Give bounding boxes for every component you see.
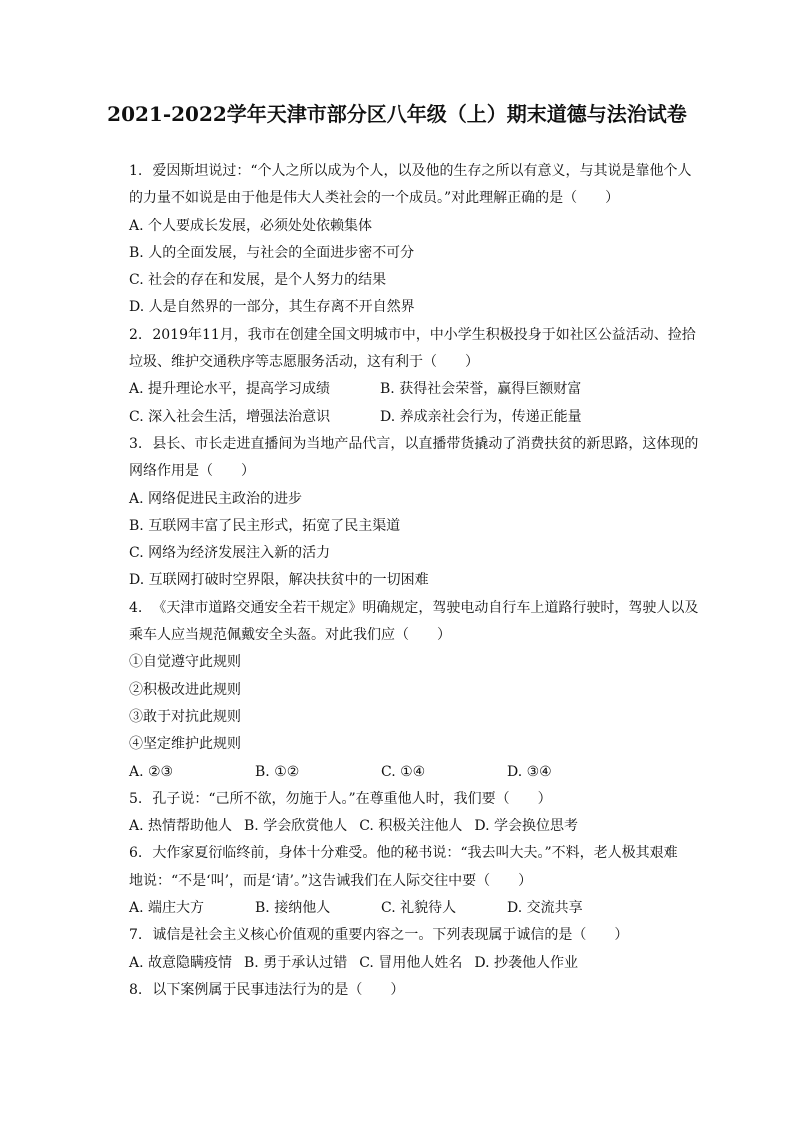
option-a: A. 提升理论水平，提高学习成绩: [129, 381, 331, 398]
question-5: [129, 786, 699, 841]
option-a: A. 故意隐瞒疫情: [129, 954, 233, 971]
option-d: D. 互联网打破时空界限，解决扶贫中的一切困难: [129, 572, 429, 589]
question-stem: 的力量不如说是由于他是伟大人类社会的一个成员。”对此理解正确的是（ ）: [129, 190, 620, 207]
question-list: [129, 158, 699, 1004]
statement-3: ③敢于对抗此规则: [129, 708, 241, 725]
option-d: D. 养成亲社会行为，传递正能量: [380, 408, 582, 425]
question-number: 2.: [129, 326, 143, 343]
question-4: [129, 595, 699, 786]
option-c: C. 网络为经济发展注入新的活力: [129, 545, 331, 562]
question-stem: 地说：“不是‘叫’，而是‘请’。”这告诫我们在人际交往中要（ ）: [129, 872, 533, 889]
option-d: D. ③④: [507, 763, 552, 780]
question-stem: 爱因斯坦说过：“个人之所以成为个人，以及他的生存之所以有意义，与其说是靠他个人: [152, 163, 692, 179]
question-stem: 县长、市长走进直播间为当地产品代言，以直播带货撬动了消费扶贫的新思路，这体现的: [152, 435, 699, 452]
question-2: [129, 322, 699, 431]
option-c: C. 深入社会生活，增强法治意识: [129, 408, 331, 425]
question-stem: 网络作用是（ ）: [129, 463, 255, 480]
option-b: B. 接纳他人: [255, 900, 331, 917]
option-c: C. ①④: [381, 763, 426, 780]
statement-4: ④坚定维护此规则: [129, 736, 241, 753]
question-stem: 垃圾、维护交通秩序等志愿服务活动，这有利于（ ）: [129, 354, 479, 371]
option-b: B. 勇于承认过错: [244, 954, 348, 971]
option-b: B. 学会欣赏他人: [244, 818, 348, 835]
option-a: A. 端庄大方: [129, 900, 205, 917]
question-8: [129, 977, 699, 1004]
statement-2: ②积极改进此规则: [129, 681, 241, 698]
question-number: 5.: [129, 790, 143, 807]
question-stem: 乘车人应当规范佩戴安全头盔。对此我们应（ ）: [129, 627, 451, 644]
option-a: A. ②③: [129, 763, 174, 780]
option-b: B. 互联网丰富了民主形式，拓宽了民主渠道: [129, 517, 401, 534]
question-3: [129, 431, 699, 595]
question-stem: 孔子说：“己所不欲，勿施于人。”在尊重他人时，我们要（ ）: [152, 790, 552, 807]
option-c: C. 冒用他人姓名: [359, 954, 463, 971]
question-number: 1.: [129, 163, 143, 179]
question-stem: 大作家夏衍临终前，身体十分难受。他的秘书说：“我去叫大夫。”不料，老人极其艰难: [152, 845, 678, 862]
option-b: B. 人的全面发展，与社会的全面进步密不可分: [129, 244, 415, 261]
question-number: 7.: [129, 927, 143, 944]
option-b: B. ①②: [255, 763, 300, 780]
option-d: D. 学会换位思考: [474, 818, 578, 835]
option-c: C. 积极关注他人: [359, 818, 463, 835]
question-number: 6.: [129, 845, 143, 862]
option-d: D. 交流共享: [507, 900, 583, 917]
question-stem: 诚信是社会主义核心价值观的重要内容之一。下列表现属于诚信的是（ ）: [152, 927, 629, 944]
option-d: D. 抄袭他人作业: [474, 954, 578, 971]
question-stem: 2019年11月，我市在创建全国文明城市中，中小学生积极投身于如社区公益活动、捡拾: [152, 326, 696, 343]
question-number: 8.: [129, 981, 143, 998]
option-c: C. 社会的存在和发展，是个人努力的结果: [129, 272, 387, 289]
option-a: A. 热情帮助他人: [129, 818, 233, 835]
option-a: A. 网络促进民主政治的进步: [129, 490, 303, 507]
option-c: C. 礼貌待人: [381, 900, 457, 917]
question-stem: 《天津市道路交通安全若干规定》明确规定，驾驶电动自行车上道路行驶时，驾驶人以及: [152, 599, 699, 616]
question-6: [129, 840, 699, 922]
question-1: [129, 158, 699, 322]
question-number: 4.: [129, 599, 143, 616]
page-title: 2021-2022学年天津市部分区八年级（上）期末道德与法治试卷: [107, 102, 687, 126]
question-number: 3.: [129, 435, 143, 452]
statement-1: ①自觉遵守此规则: [129, 654, 241, 671]
option-a: A. 个人要成长发展，必须处处依赖集体: [129, 217, 373, 234]
option-b: B. 获得社会荣誉，赢得巨额财富: [380, 381, 582, 398]
question-stem: 以下案例属于民事违法行为的是（ ）: [152, 981, 405, 998]
option-d: D. 人是自然界的一部分，其生存离不开自然界: [129, 299, 415, 316]
question-7: [129, 922, 699, 977]
